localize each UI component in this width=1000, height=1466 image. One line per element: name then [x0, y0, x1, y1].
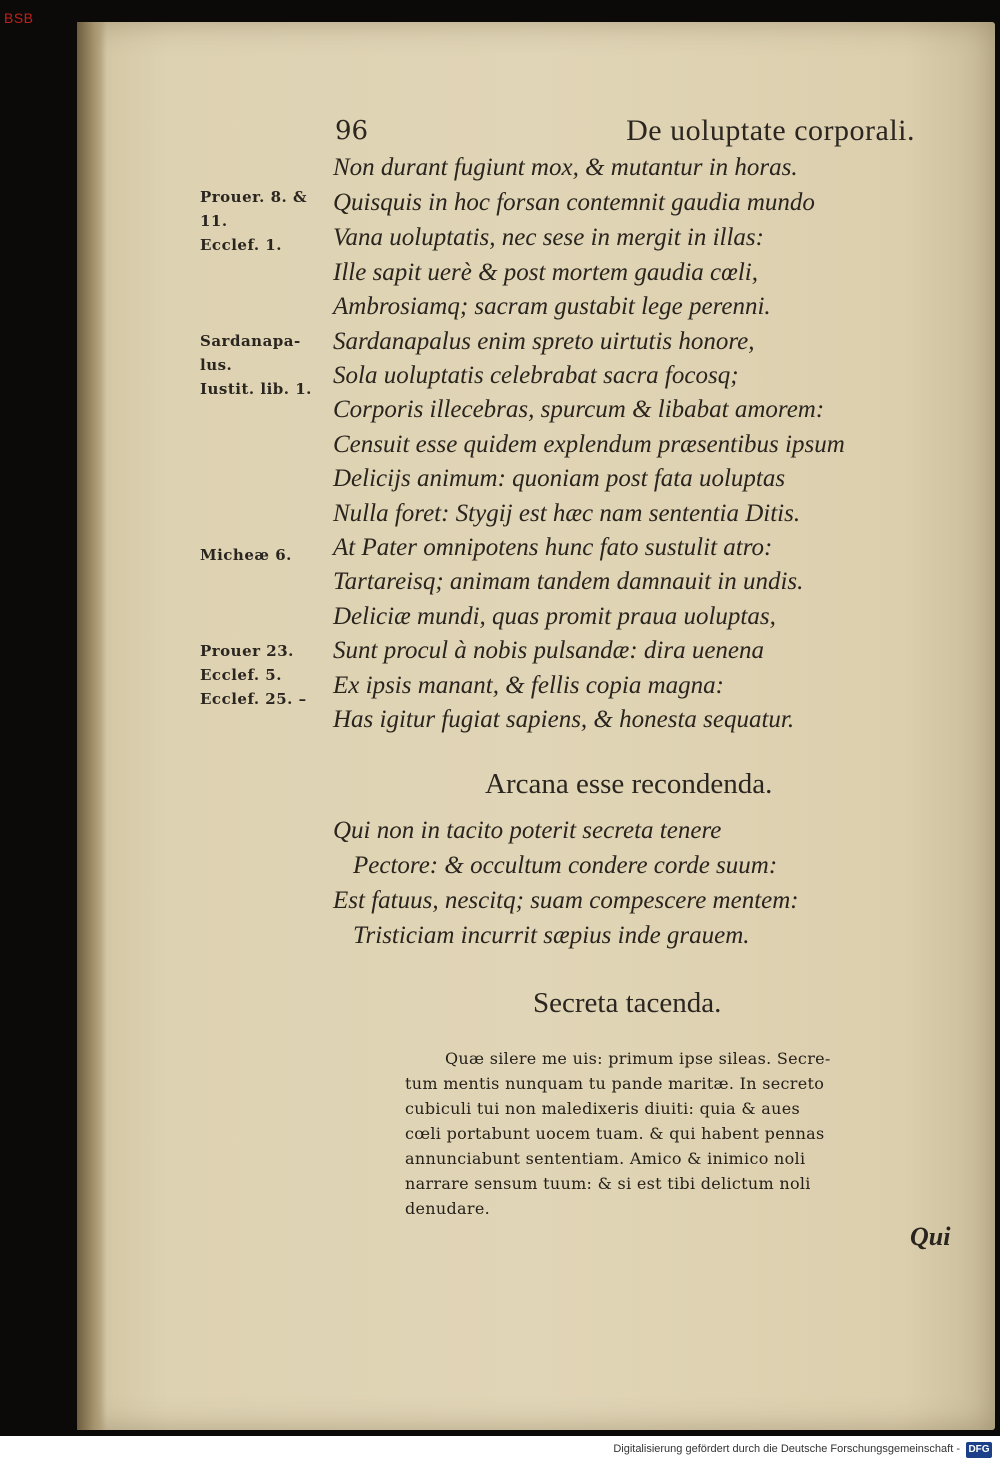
verse-line: Tristiciam incurrit sæpius inde grauem. — [353, 922, 750, 949]
verse-line: Censuit esse quidem explendum præsentibus ipsum — [333, 431, 845, 458]
prose-line: cubiculi tui non maledixeris diuiti: quia & aues — [405, 1099, 801, 1118]
page-header — [335, 114, 915, 154]
verse-line: Vana uoluptatis, nec sese in mergit in illas: — [333, 224, 764, 251]
verse-line: Est fatuus, nescitq; suam compescere mentem: — [333, 887, 799, 914]
verse-line: Has igitur fugiat sapiens, & honesta sequatur. — [333, 706, 795, 733]
section-heading: Secreta tacenda. — [533, 987, 722, 1019]
page-number: 96 — [335, 116, 369, 146]
marginal-note: lus. — [200, 356, 233, 374]
verse-line: At Pater omnipotens hunc fato sustulit atro: — [333, 534, 773, 561]
prose-line: Quæ silere me uis: primum ipse sileas. Secre- — [445, 1049, 831, 1068]
prose-line: annunciabunt sententiam. Amico & inimico noli — [405, 1149, 806, 1168]
section-heading: Arcana esse recondenda. — [485, 768, 773, 800]
verse-line: Tartareisq; animam tandem damnauit in undis. — [333, 568, 804, 595]
prose-line: cœli portabunt uocem tuam. & qui habent pennas — [405, 1124, 825, 1143]
page-edge — [77, 22, 107, 1430]
marginal-note: Iustit. lib. 1. — [200, 380, 312, 398]
verse-line: Corporis illecebras, spurcum & libabat amorem: — [333, 396, 825, 423]
verse-line: Deliciæ mundi, quas promit praua uoluptas, — [333, 603, 776, 630]
library-mark: BSB — [4, 10, 34, 26]
digitization-footer — [0, 1436, 1000, 1466]
marginal-note: Sardanapa- — [200, 332, 301, 350]
prose-line: denudare. — [405, 1199, 491, 1218]
verse-line: Pectore: & occultum condere corde suum: — [353, 852, 778, 879]
verse-line: Ille sapit uerè & post mortem gaudia cœli, — [333, 259, 758, 286]
prose-line: tum mentis nunquam tu pande maritæ. In secreto — [405, 1074, 825, 1093]
verse-line: Nulla foret: Stygij est hæc nam sententia Ditis. — [333, 500, 801, 527]
verse-line: Sunt procul à nobis pulsandæ: dira uenena — [333, 637, 765, 664]
verse-line: Delicijs animum: quoniam post fata uoluptas — [333, 465, 786, 492]
verse-line: Ex ipsis manant, & fellis copia magna: — [333, 672, 724, 699]
dfg-logo: DFG — [966, 1442, 992, 1458]
verse-line: Ambrosiamq; sacram gustabit lege perenni. — [333, 293, 771, 320]
marginal-note: 11. — [200, 212, 228, 230]
marginal-note: Ecclef. 5. — [200, 666, 282, 684]
verse-line: Qui non in tacito poterit secreta tenere — [333, 817, 722, 844]
prose-line: narrare sensum tuum: & si est tibi delictum noli — [405, 1174, 811, 1193]
catchword: Qui — [910, 1222, 951, 1251]
marginal-note: Prouer 23. — [200, 642, 294, 660]
verse-line: Non durant fugiunt mox, & mutantur in horas. — [333, 154, 798, 181]
book-page — [77, 22, 995, 1430]
marginal-note: Ecclef. 25. – — [200, 690, 307, 708]
verse-line: Quisquis in hoc forsan contemnit gaudia mundo — [333, 189, 815, 216]
marginal-note: Prouer. 8. & — [200, 188, 308, 206]
verse-line: Sardanapalus enim spreto uirtutis honore, — [333, 328, 755, 355]
running-title: De uoluptate corporali. — [626, 114, 915, 147]
footer-credit: Digitalisierung gefördert durch die Deutsche Forschungsgemeinschaft - — [613, 1443, 960, 1455]
verse-line: Sola uoluptatis celebrabat sacra focosq; — [333, 362, 739, 389]
marginal-note: Ecclef. 1. — [200, 236, 282, 254]
marginal-note: Micheæ 6. — [200, 546, 292, 564]
